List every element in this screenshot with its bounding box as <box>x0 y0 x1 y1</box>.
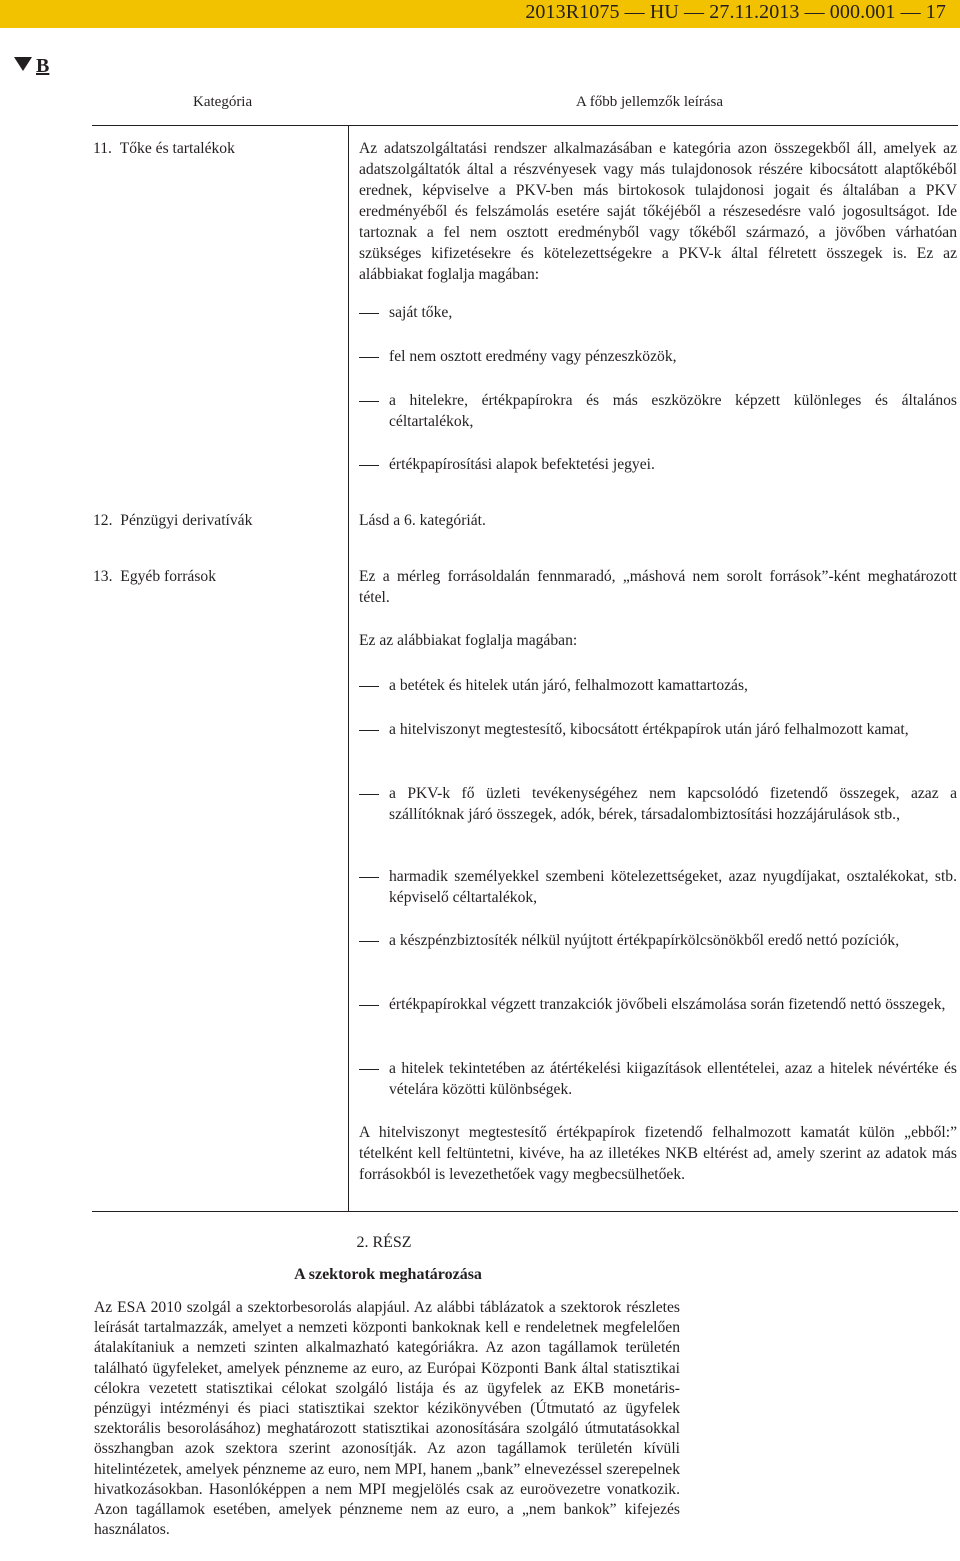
amendment-marker <box>14 55 49 78</box>
table-column-rule <box>348 125 349 1211</box>
category-name: Pénzügyi derivatívák <box>120 512 253 529</box>
list-item: a hitelek tekintetében az átértékelési kiigazítások ellentételei, azaz a hitelek névértéke és vételára közötti különbségek. <box>359 1058 957 1100</box>
row-13-intro: Ez az alábbiakat foglalja magában: <box>359 632 578 649</box>
category-number: 11. <box>93 140 112 157</box>
column-header-category: Kategória <box>193 94 253 110</box>
dash-icon <box>359 1058 389 1100</box>
part-title: 2. RÉSZ <box>356 1234 412 1251</box>
part-body: Az ESA 2010 szolgál a szektorbesorolás alapjául. Az alábbi táblázatok a szektorok részletes leírását tartalmazzák, amelyet a nemzeti központi bankoknak kell e rendeletnek megfelelően átalakítaniuk a nemzeti szinten alkalmazható kategóriákra. Az azon tagállamok területén található ügyfeleket, amelyek pénzneme az euro, az Európai Központi Bank által statisztikai célokra vezetett statisztikai célokat szolgáló listája és az ügyfelek az EKB monetáris-pénzügyi intézményi és piaci statisztikai szektor kézikönyvében (Útmutató az ügyfelek szektorális besorolásához) meghatározott statisztikai azonosítására szolgáló útmutatásokkal összhangban azok szektora szerint azonosítják. Az azon tagállamok területén kívüli hitelintézetek, amelyek pénzneme az euro, nem MPI, hanem „bank” elnevezéssel szerepelnek hivatkozásokban. Hasonlóképpen a nem MPI megjelölés csak az euroövezetre vonatkozik. Azon tagállamok esetében, amelyek pénzneme nem az euro, a „nem bankok” kifejezés használatos. <box>94 1299 680 1539</box>
dash-icon <box>359 454 389 475</box>
list-item: fel nem osztott eredmény vagy pénzeszközök, <box>359 346 957 367</box>
dash-icon <box>359 390 389 432</box>
dash-icon <box>359 302 389 323</box>
row-12-description: Lásd a 6. kategóriát. <box>359 512 486 529</box>
list-item: értékpapírokkal végzett tranzakciók jövőbeli elszámolása során fizetendő nettó összegek, <box>359 994 957 1015</box>
marker-label: B <box>36 55 50 77</box>
dash-icon <box>359 930 389 951</box>
list-item: a PKV-k fő üzleti tevékenységéhez nem kapcsolódó fizetendő összegek, azaz a szállítóknak járó összegek, adók, bérek, társadalombiztosítási hozzájárulások stb., <box>359 783 957 825</box>
dash-icon <box>359 719 389 740</box>
category-number: 12. <box>93 512 113 529</box>
list-item: harmadik személyekkel szembeni kötelezettségeket, azaz nyugdíjakat, osztalékokat, stb. képviselő céltartalékok, <box>359 866 957 908</box>
category-name: Egyéb források <box>120 568 216 585</box>
list-item: a hitelviszonyt megtestesítő, kibocsátott értékpapírok után járó felhalmozott kamat, <box>359 719 957 740</box>
row-13-description: Ez a mérleg forrásoldalán fennmaradó, „máshová nem sorolt források”-ként meghatározott tétel. <box>359 568 957 606</box>
dash-icon <box>359 783 389 825</box>
dash-icon <box>359 994 389 1015</box>
category-name: Tőke és tartalékok <box>119 140 235 157</box>
document-reference: 2013R1075 — HU — 27.11.2013 — 000.001 — 17 <box>525 1 946 23</box>
list-item: értékpapírosítási alapok befektetési jegyei. <box>359 454 957 475</box>
table-row-category <box>93 510 252 531</box>
row-13-closing: A hitelviszonyt megtestesítő értékpapírok fizetendő felhalmozott kamatát külön „ebből:” tételként kell feltüntetni, kivéve, ha az illetékes NKB eltérést ad, amely szerint az adatok más forrásokból is levezethetőek vagy megbecsülhetőek. <box>359 1124 957 1183</box>
row-11-description: Az adatszolgáltatási rendszer alkalmazásában e kategória azon összegekből áll, amelyek az adatszolgáltatók által a részvényesek vagy más tulajdonosok részére kibocsátott alaptőkéből erednek, képviselve a PKV-ben más birtokosok tulajdonosi jogait és általában a PKV eredményéből és felszámolás esetére saját tőkéjéből a részesedésre való jogosultságot. Ide tartoznak a fel nem osztott eredményből vagy tőkéből származó, a jövőben várhatóan szükséges kifizetésekre és kötelezettségekre a PKV-k által félretett összegek is. Ez az alábbiakat foglalja magában: <box>359 140 957 283</box>
dash-icon <box>359 346 389 367</box>
triangle-down-icon <box>14 57 32 71</box>
table-row-category <box>93 566 216 587</box>
part-subtitle: A szektorok meghatározása <box>294 1266 482 1283</box>
dash-icon <box>359 866 389 908</box>
list-item: a betétek és hitelek után járó, felhalmozott kamattartozás, <box>359 675 957 696</box>
dash-icon <box>359 675 389 696</box>
category-number: 13. <box>93 568 113 585</box>
list-item: a készpénzbiztosíték nélkül nyújtott értékpapírkölcsönökből eredő nettó pozíciók, <box>359 930 957 951</box>
table-top-rule <box>92 125 958 126</box>
table-row-category <box>93 138 235 159</box>
column-header-description: A főbb jellemzők leírása <box>576 94 724 110</box>
list-item: a hitelekre, értékpapírokra és más eszközökre képzett különleges és általános céltartalékok, <box>359 390 957 432</box>
list-item: saját tőke, <box>359 302 957 323</box>
table-bottom-rule <box>92 1211 958 1212</box>
